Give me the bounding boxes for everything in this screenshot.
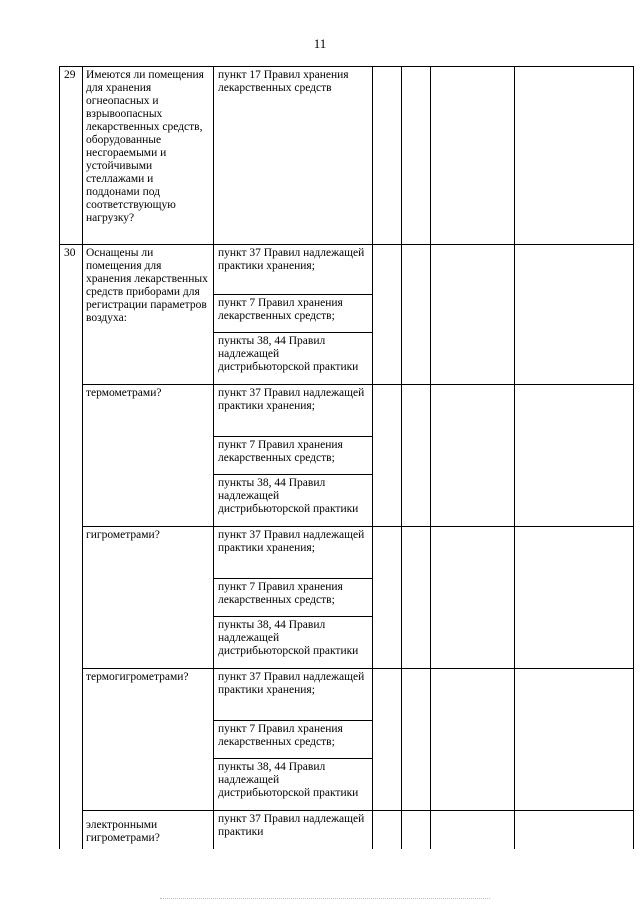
answer-yes-cell xyxy=(373,245,402,385)
requirement-cell: пункт 7 Правил хранения лекарственных средств; xyxy=(214,295,373,333)
subquestion-hygrometers: гигрометрами? xyxy=(83,527,214,669)
requirement-cell: пункты 38, 44 Правил надлежащей дистрибьюторской практики xyxy=(214,475,373,527)
answer-no-cell xyxy=(402,811,431,849)
requirement-cell: пункт 37 Правил надлежащей практики хранения; xyxy=(214,527,373,579)
scan-edge-dots xyxy=(160,898,490,899)
table-row xyxy=(60,385,634,437)
table-row xyxy=(60,245,634,295)
answer-yes-cell xyxy=(373,385,402,527)
row-number: 29 xyxy=(60,67,83,245)
subquestion-thermometers: термометрами? xyxy=(83,385,214,527)
answer-no-cell xyxy=(402,245,431,385)
requirement-cell: пункт 7 Правил хранения лекарственных средств; xyxy=(214,437,373,475)
answer-na-cell xyxy=(431,67,515,245)
answer-na-cell xyxy=(431,527,515,669)
requirement-cell: пункт 37 Правил надлежащей практики xyxy=(214,811,373,849)
answer-no-cell xyxy=(402,385,431,527)
subquestion-electronic-hygrometers: электронными гигрометрами? xyxy=(83,811,214,849)
table-row xyxy=(60,527,634,579)
requirement-cell: пункт 17 Правил хранения лекарственных средств xyxy=(214,67,373,245)
requirement-cell: пункт 7 Правил хранения лекарственных средств; xyxy=(214,721,373,759)
answer-na-cell xyxy=(431,385,515,527)
answer-no-cell xyxy=(402,669,431,811)
answer-na-cell xyxy=(431,811,515,849)
page-number: 11 xyxy=(313,36,327,51)
requirement-cell: пункт 37 Правил надлежащей практики хранения; xyxy=(214,669,373,721)
answer-na-cell xyxy=(431,669,515,811)
answer-yes-cell xyxy=(373,527,402,669)
checklist-table xyxy=(59,66,634,849)
requirement-cell: пункты 38, 44 Правил надлежащей дистрибьюторской практики xyxy=(214,617,373,669)
row-number: 30 xyxy=(60,245,83,849)
table-row xyxy=(60,669,634,721)
requirement-cell: пункт 37 Правил надлежащей практики хранения; xyxy=(214,245,373,295)
requirement-cell: пункты 38, 44 Правил надлежащей дистрибьюторской практики xyxy=(214,333,373,385)
question-cell: Имеются ли помещения для хранения огнеопасных и взрывоопасных лекарственных средств, оборудованные несгораемыми и устойчивыми стеллажами и поддонами под соответствующую нагрузку? xyxy=(83,67,214,245)
answer-no-cell xyxy=(402,527,431,669)
answer-na-cell xyxy=(431,245,515,385)
remarks-cell xyxy=(515,527,634,669)
question-cell: Оснащены ли помещения для хранения лекарственных средств приборами для регистрации параметров воздуха: xyxy=(83,245,214,385)
remarks-cell xyxy=(515,67,634,245)
answer-yes-cell xyxy=(373,669,402,811)
requirement-cell: пункт 37 Правил надлежащей практики хранения; xyxy=(214,385,373,437)
answer-no-cell xyxy=(402,67,431,245)
remarks-cell xyxy=(515,385,634,527)
requirement-cell: пункт 7 Правил хранения лекарственных средств; xyxy=(214,579,373,617)
answer-yes-cell xyxy=(373,67,402,245)
remarks-cell xyxy=(515,245,634,385)
remarks-cell xyxy=(515,669,634,811)
requirement-cell: пункты 38, 44 Правил надлежащей дистрибьюторской практики xyxy=(214,759,373,811)
table-row xyxy=(60,811,634,849)
subquestion-thermohygrometers: термогигрометрами? xyxy=(83,669,214,811)
remarks-cell xyxy=(515,811,634,849)
table-row xyxy=(60,67,634,245)
answer-yes-cell xyxy=(373,811,402,849)
